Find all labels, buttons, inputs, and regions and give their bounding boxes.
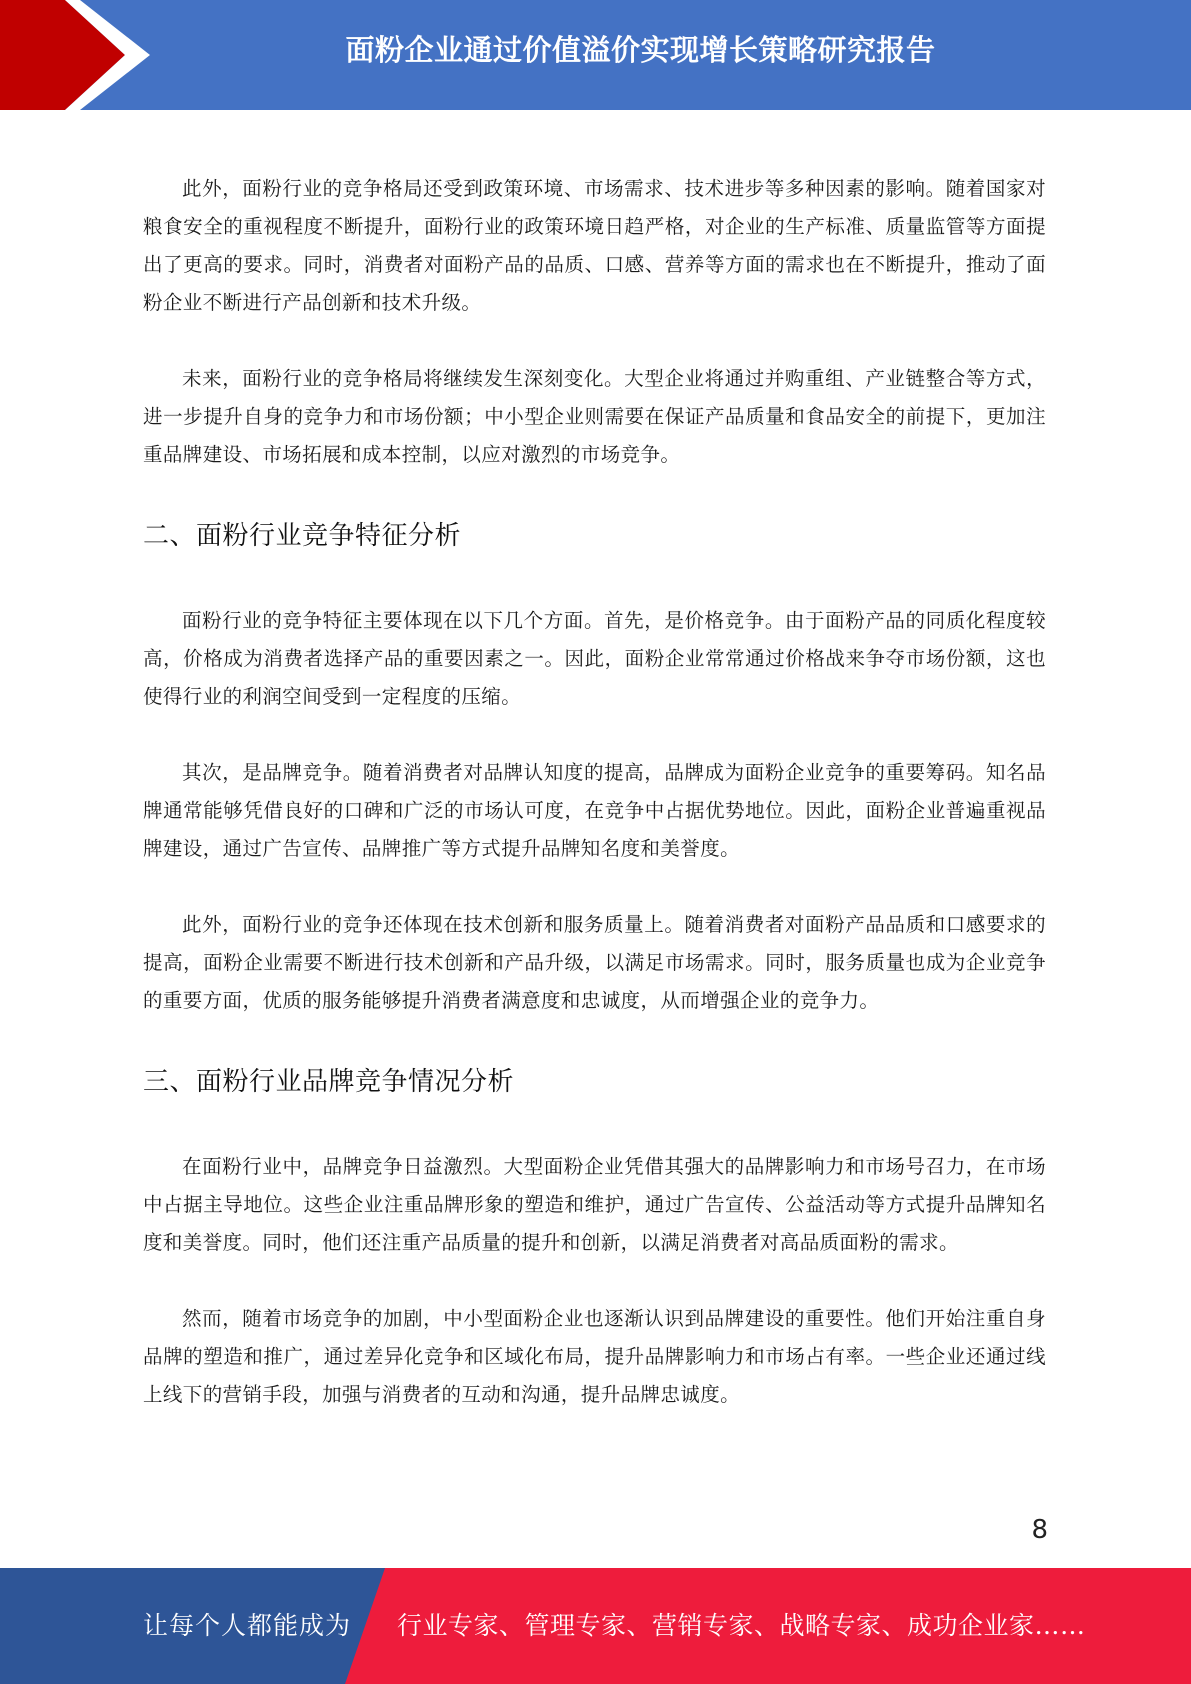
section-heading: 二、面粉行业竞争特征分析 xyxy=(143,521,462,551)
section-heading: 三、面粉行业品牌竞争情况分析 xyxy=(143,1067,515,1097)
paragraph: 此外，面粉行业的竞争还体现在技术创新和服务质量上。随着消费者对面粉产品品质和口感要求的提高，面粉企业需要不断进行技术创新和产品升级，以满足市场需求。同时，服务质量也成为企业竞争的重要方面，优质的服务能够提升消费者满意度和忠诚度，从而增强企业的竞争力。 xyxy=(143,913,1046,1012)
document-body xyxy=(143,170,1046,1414)
footer-slogan-left: 让每个人都能成为 xyxy=(143,1611,352,1640)
page-header xyxy=(0,0,1191,110)
report-title: 面粉企业通过价值溢价实现增长策略研究报告 xyxy=(345,33,936,67)
header-arrow-decoration xyxy=(0,0,160,110)
page-number: 8 xyxy=(1031,1515,1048,1545)
paragraph: 其次，是品牌竞争。随着消费者对品牌认知度的提高，品牌成为面粉企业竞争的重要筹码。知名品牌通常能够凭借良好的口碑和广泛的市场认可度，在竞争中占据优势地位。因此，面粉企业普遍重视品牌建设，通过广告宣传、品牌推广等方式提升品牌知名度和美誉度。 xyxy=(143,761,1046,860)
paragraph: 面粉行业的竞争特征主要体现在以下几个方面。首先，是价格竞争。由于面粉产品的同质化程度较高，价格成为消费者选择产品的重要因素之一。因此，面粉企业常常通过价格战来争夺市场份额，这也使得行业的利润空间受到一定程度的压缩。 xyxy=(143,609,1046,708)
paragraph: 此外，面粉行业的竞争格局还受到政策环境、市场需求、技术进步等多种因素的影响。随着国家对粮食安全的重视程度不断提升，面粉行业的政策环境日趋严格，对企业的生产标准、质量监管等方面提出了更高的要求。同时，消费者对面粉产品的品质、口感、营养等方面的需求也在不断提升，推动了面粉企业不断进行产品创新和技术升级。 xyxy=(143,177,1046,314)
paragraph: 在面粉行业中，品牌竞争日益激烈。大型面粉企业凭借其强大的品牌影响力和市场号召力，在市场中占据主导地位。这些企业注重品牌形象的塑造和维护，通过广告宣传、公益活动等方式提升品牌知名度和美誉度。同时，他们还注重产品质量的提升和创新，以满足消费者对高品质面粉的需求。 xyxy=(143,1155,1046,1254)
paragraph: 未来，面粉行业的竞争格局将继续发生深刻变化。大型企业将通过并购重组、产业链整合等方式，进一步提升自身的竞争力和市场份额；中小型企业则需要在保证产品质量和食品安全的前提下，更加注重品牌建设、市场拓展和成本控制，以应对激烈的市场竞争。 xyxy=(143,367,1046,466)
page-footer xyxy=(0,1568,1191,1684)
footer-slogan-right: 行业专家、管理专家、营销专家、战略专家、成功企业家…… xyxy=(397,1611,1086,1640)
paragraph: 然而，随着市场竞争的加剧，中小型面粉企业也逐渐认识到品牌建设的重要性。他们开始注重自身品牌的塑造和推广，通过差异化竞争和区域化布局，提升品牌影响力和市场占有率。一些企业还通过线上线下的营销手段，加强与消费者的互动和沟通，提升品牌忠诚度。 xyxy=(143,1307,1046,1406)
